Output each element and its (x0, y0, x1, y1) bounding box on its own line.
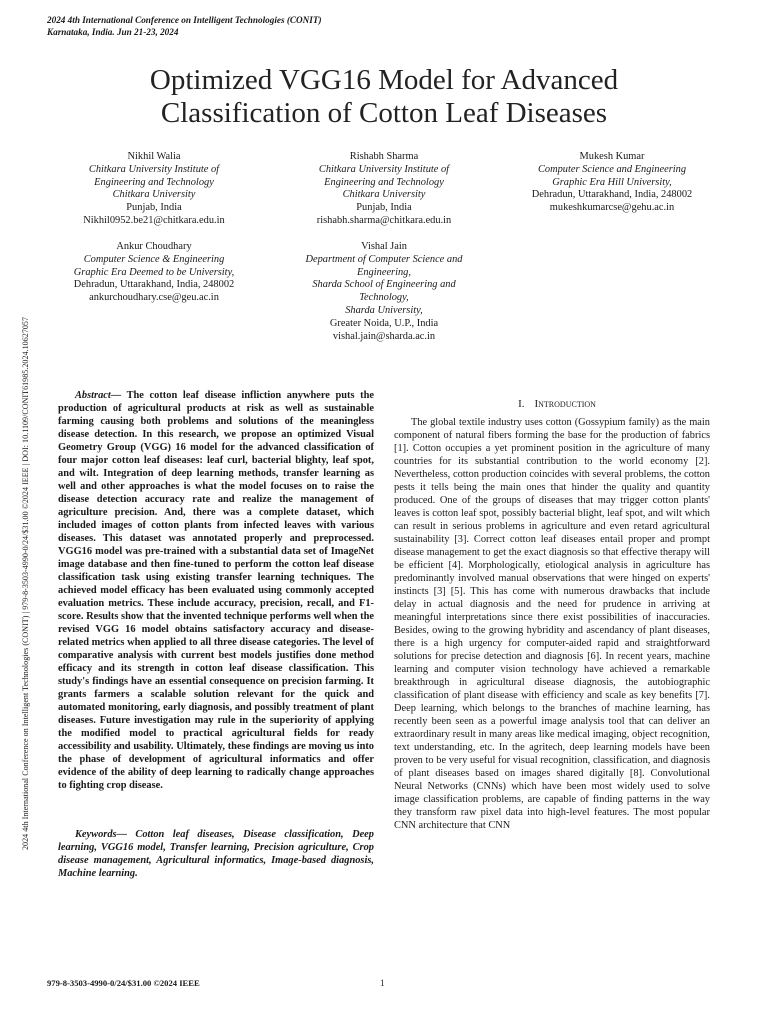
author-name: Rishabh Sharma (349, 151, 419, 162)
author-affiliation: Engineering and Technology (94, 176, 214, 188)
author-affiliation: Chitkara University (112, 189, 196, 201)
author-email: rishabh.sharma@chitkara.edu.in (316, 214, 452, 226)
author-location: Punjab, India (126, 202, 182, 214)
author-name: Vishal Jain (361, 241, 407, 252)
abstract-lead: Abstract— (75, 390, 122, 401)
abstract-text: The cotton leaf disease infliction anywhere puts the production of agricultural products at risk as well as sustainable farming causing both problems and solutions of the meaningless disease detection. In this research, we propose an optimized Visual Geometry Group (VGG) 16 model for the advanced classification of four major cotton leaf diseases: leaf curl, bacterial blighty, leaf spot, and wilt. Integration of deep learning methods, transfer learning as well and other approaches is what the model focuses on to raise the disease detection accuracy rate and realize the management of agriculture precision. And, there was a complete dataset, which included images of cotton plants from infected leaves with various diseases. This dataset was annotated properly and preprocessed. VGG16 model was pre-trained with a substantial data set of ImageNet image database and then fine-tuned to perform the cotton leaf disease classification task using existing transfer learning techniques. The achieved model efficacy has been evaluated using commonly accepted evaluation metrics. These include accuracy, precision, recall, and F1-score. Results show that the invented technique performs well when the revised VGG 16 model obtains satisfactory accuracy and disease-related metrics when applied to all three disease categories. The level of comparative analysis with current best models justifies done method efficacy and its strength in cotton leaf disease classification. This study's findings have an essential consequence on precision farming. It grants farmers a scalable solution relevant for the quick and automated monitoring, early diagnosis, and possibly treatment of plant diseases. Future investigation may rule in the superiority of applying the modified model to practical agricultural fields for ready accessibility and usability. Ultimately, these findings are moving us into the phase of development of agricultural informatics and offer evidence of the ability of deep learning to radically change approaches to fighting crop disease. (58, 390, 374, 791)
author-email: ankurchoudhary.cse@geu.ac.in (89, 292, 219, 304)
author-location: Punjab, India (356, 202, 412, 214)
section-heading-introduction (397, 398, 717, 410)
conference-name: 2024 4th International Conference on Intelligent Technologies (CONIT) (47, 15, 322, 25)
author-location: Dehradun, Uttarakhand, India, 248002 (73, 279, 235, 291)
footer-copyright: 979-8-3503-4990-0/24/$31.00 ©2024 IEEE (47, 978, 200, 988)
author-affiliation: Computer Science and Engineering (537, 163, 687, 175)
doi-side-text: 2024 4th International Conference on Intelligent Technologies (CONIT) | 979-8-3503-4990-0/24/$31.00 ©2024 IEEE | DOI: 10.1109/CONIT61985.2024.10627057 (21, 316, 30, 850)
keywords: Keywords— Cotton leaf diseases, Disease classification, Deep learning, VGG16 model, Transfer learning, Precision agriculture, Crop disease management, Agricultural informatics, Image-based diagnosis, Machine learning. (58, 829, 374, 879)
author-block-nikhil-walia (44, 151, 264, 228)
author-block-rishabh-sharma (274, 151, 494, 228)
author-affiliation: Chitkara University Institute of (318, 163, 450, 175)
page-number: 1 (380, 978, 385, 988)
conference-header (47, 14, 322, 38)
paper-title-line-2: Classification of Cotton Leaf Diseases (160, 97, 608, 129)
paper-title (60, 64, 708, 130)
author-block-ankur-choudhary (44, 241, 264, 305)
author-email: vishal.jain@sharda.ac.in (332, 330, 436, 342)
author-affiliation: Sharda School of Engineering and (312, 279, 456, 291)
author-affiliation: Computer Science & Engineering (83, 253, 225, 265)
author-affiliation: Engineering and Technology (324, 176, 444, 188)
author-affiliation: Graphic Era Hill University, (552, 176, 672, 188)
author-location: Dehradun, Uttarakhand, India, 248002 (531, 189, 693, 201)
author-name: Mukesh Kumar (579, 151, 645, 162)
author-name: Nikhil Walia (127, 151, 181, 162)
conference-location-date: Karnataka, India. Jun 21-23, 2024 (47, 27, 179, 37)
author-affiliation: Graphic Era Deemed to be University, (73, 266, 235, 278)
author-email: mukeshkumarcse@gehu.ac.in (549, 202, 675, 214)
author-block-vishal-jain (274, 241, 494, 343)
side-margin-note (12, 190, 30, 850)
author-location: Greater Noida, U.P., India (329, 317, 439, 329)
author-affiliation: Chitkara University Institute of (88, 163, 220, 175)
author-affiliation: Department of Computer Science and (305, 253, 463, 265)
author-affiliation: Engineering, (357, 266, 411, 278)
paper-title-line-1: Optimized VGG16 Model for Advanced (149, 64, 619, 96)
section-number: I. (518, 398, 525, 410)
section-title: Introduction (534, 398, 596, 410)
author-affiliation: Chitkara University (342, 189, 426, 201)
author-name: Ankur Choudhary (116, 241, 192, 252)
author-affiliation: Technology, (359, 292, 409, 304)
introduction-paragraph: The global textile industry uses cotton (Gossypium family) as the main component of natural fibers forming the base for the production of fabrics [1]. Cotton occupies a yet prominent position in the agriculture of many countries for its substantial contribution to the world economy [2]. Nevertheless, cotton production coincides with several problems, the cotton pests it tells being the main ones that hinder the quality and quantity produced. One of the groups of diseases that may trigger cotton plants' leaves is cotton leaf spot, possibly bacterial blight, leaf spot, and wilt which can result in serious problems in agriculture and even retard agricultural sustainability [3]. Correct cotton leaf diseases entail proper and prompt disease management to get the exact diagnosis so that effective therapy will be efficient [4]. Morphologically, etiological analysis in agriculture has predominantly involved manual observations that were hinged on experts' instincts [3] [5]. This has come with numerous drawbacks that include delay in actual diagnosis and the need for prudence in arriving at meaningful interpretations since there exist possibilities of inaccuracies. Besides, owing to the growing hybridity and ascendancy of plant diseases, there is a high urgency for computer-aided rapid and straightforward solutions for precise detection and diagnosis [6]. In recent years, machine learning and computer vision technology have achieved a remarkable breakthrough in agricultural disease diagnosis, the autobiographic classification of plant disease with efficiency and scale as key benefits [7]. Deep learning, which belongs to the branches of machine learning, has recently been seen as a powerful image analysis tool that can deliver an extraordinary result in many areas like medical imaging, object recognition, text understanding, etc. In the agritech, deep learning models have been proven to be very useful for visual recognition, classification, and diagnosis of plant diseases based on images shared digitally [8]. Convolutional Neural Networks (CNNs) which have been most widely used to solve image classification problems, are capable of finding patterns in the way they transform raw pixel data into high-level features. The most popular CNN architecture that CNN (394, 417, 710, 831)
abstract (58, 389, 374, 792)
author-email: Nikhil0952.be21@chitkara.edu.in (83, 214, 225, 226)
author-affiliation: Sharda University, (345, 304, 423, 316)
author-block-mukesh-kumar (502, 151, 722, 215)
